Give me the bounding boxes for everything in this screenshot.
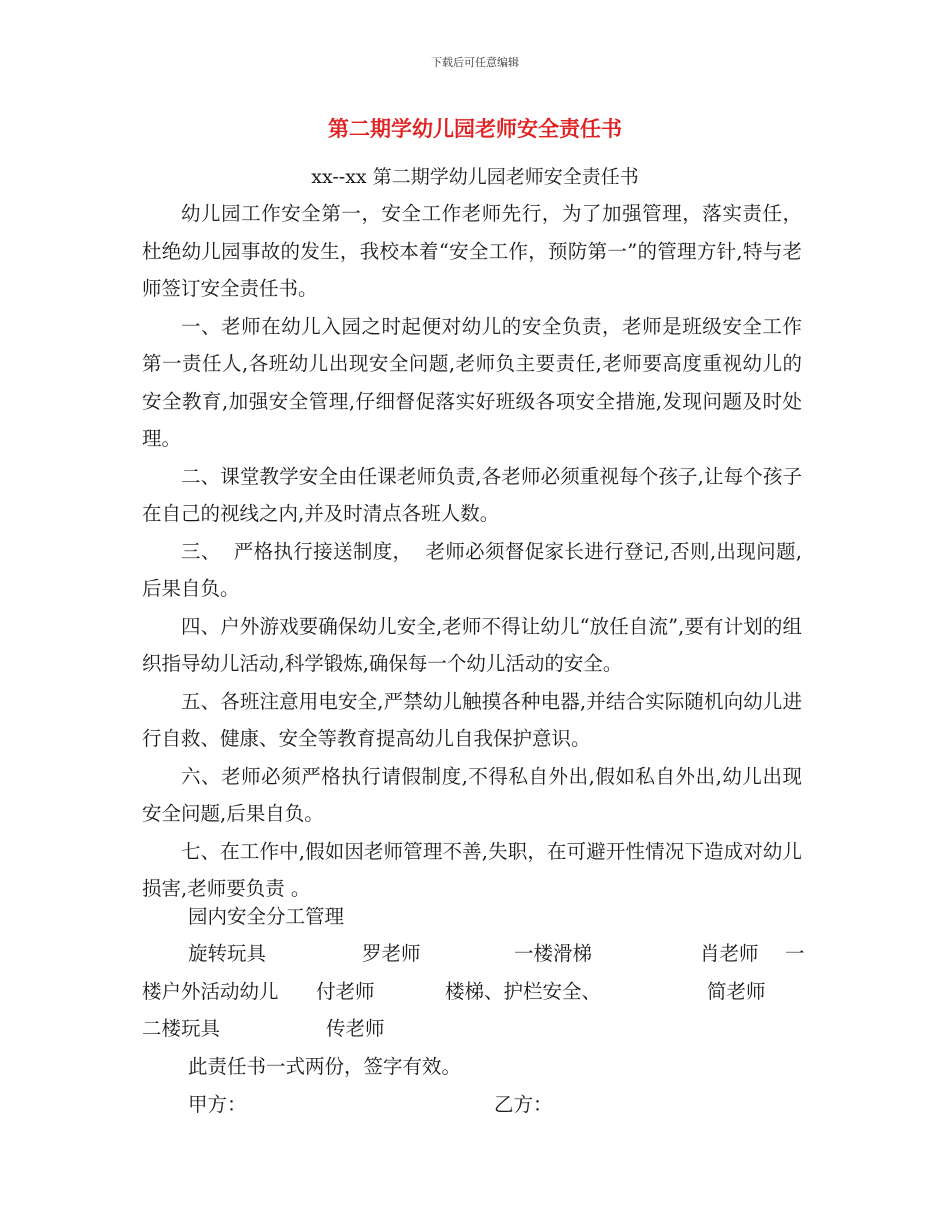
header-note: 下载后可任意编辑 [431,56,519,69]
clause-6: 六、老师必须严格执行请假制度,不得私自外出,假如私自外出,幼儿出现安全问题,后果自负。 [142,764,802,825]
document-subtitle: xx--xx 第二期学幼儿园老师安全责任书 [311,166,639,188]
allocation-item: 二楼玩具 [142,1017,221,1040]
allocation-teacher: 罗老师 [362,942,421,965]
allocation-item: 楼梯、护栏安全、 [445,980,602,1003]
clause-3: 三、 严格执行接送制度， 老师必须督促家长进行登记,否则,出现问题,后果自负。 [142,539,802,600]
party-b-signature: 乙方： [494,1093,553,1116]
allocation-teacher: 肖老师 [700,942,759,965]
intro-paragraph: 幼儿园工作安全第一，安全工作老师先行，为了加强管理，落实责任，杜绝幼儿园事故的发生，我校本着“安全工作，预防第一”的管理方针,特与老师签订安全责任书。 [142,202,802,300]
clause-7: 七、在工作中,假如因老师管理不善,失职，在可避开性情况下造成对幼儿损害,老师要负责 。 [142,839,802,900]
party-a-signature: 甲方： [188,1093,247,1116]
clause-4: 四、户外游戏要确保幼儿安全,老师不得让幼儿“放任自流”,要有计划的组织指导幼儿活动,科学锻炼,确保每一个幼儿活动的安全。 [142,614,802,675]
allocation-item: 一楼滑梯 [514,942,593,965]
clause-2: 二、课堂教学安全由任课老师负责,各老师必须重视每个孩子,让每个孩子在自己的视线之内,并及时清点各班人数。 [142,464,802,525]
document-body [142,195,802,908]
allocation-teacher: 简老师 [707,980,766,1003]
allocation-item: 一 [785,942,805,965]
allocation-item: 楼户外活动幼儿 [142,980,279,1003]
allocation-heading-text: 园内安全分工管理 [188,905,345,928]
allocation-teacher: 付老师 [316,980,375,1003]
clause-5: 五、各班注意用电安全,严禁幼儿触摸各种电器,并结合实际随机向幼儿进行自救、健康、安全等教育提高幼儿自我保护意识。 [142,689,802,750]
closing-text: 此责任书一式两份，签字有效。 [188,1055,462,1078]
allocation-teacher: 传老师 [326,1017,385,1040]
clause-1: 一、老师在幼儿入园之时起便对幼儿的安全负责，老师是班级安全工作第一责任人,各班幼儿出现安全问题,老师负主要责任,老师要高度重视幼儿的安全教育,加强安全管理,仔细督促落实好班级各项安全措施,发现问题及时处理。 [142,314,802,450]
document-title: 第二期学幼儿园老师安全责任书 [328,116,622,141]
allocation-item: 旋转玩具 [188,942,267,965]
